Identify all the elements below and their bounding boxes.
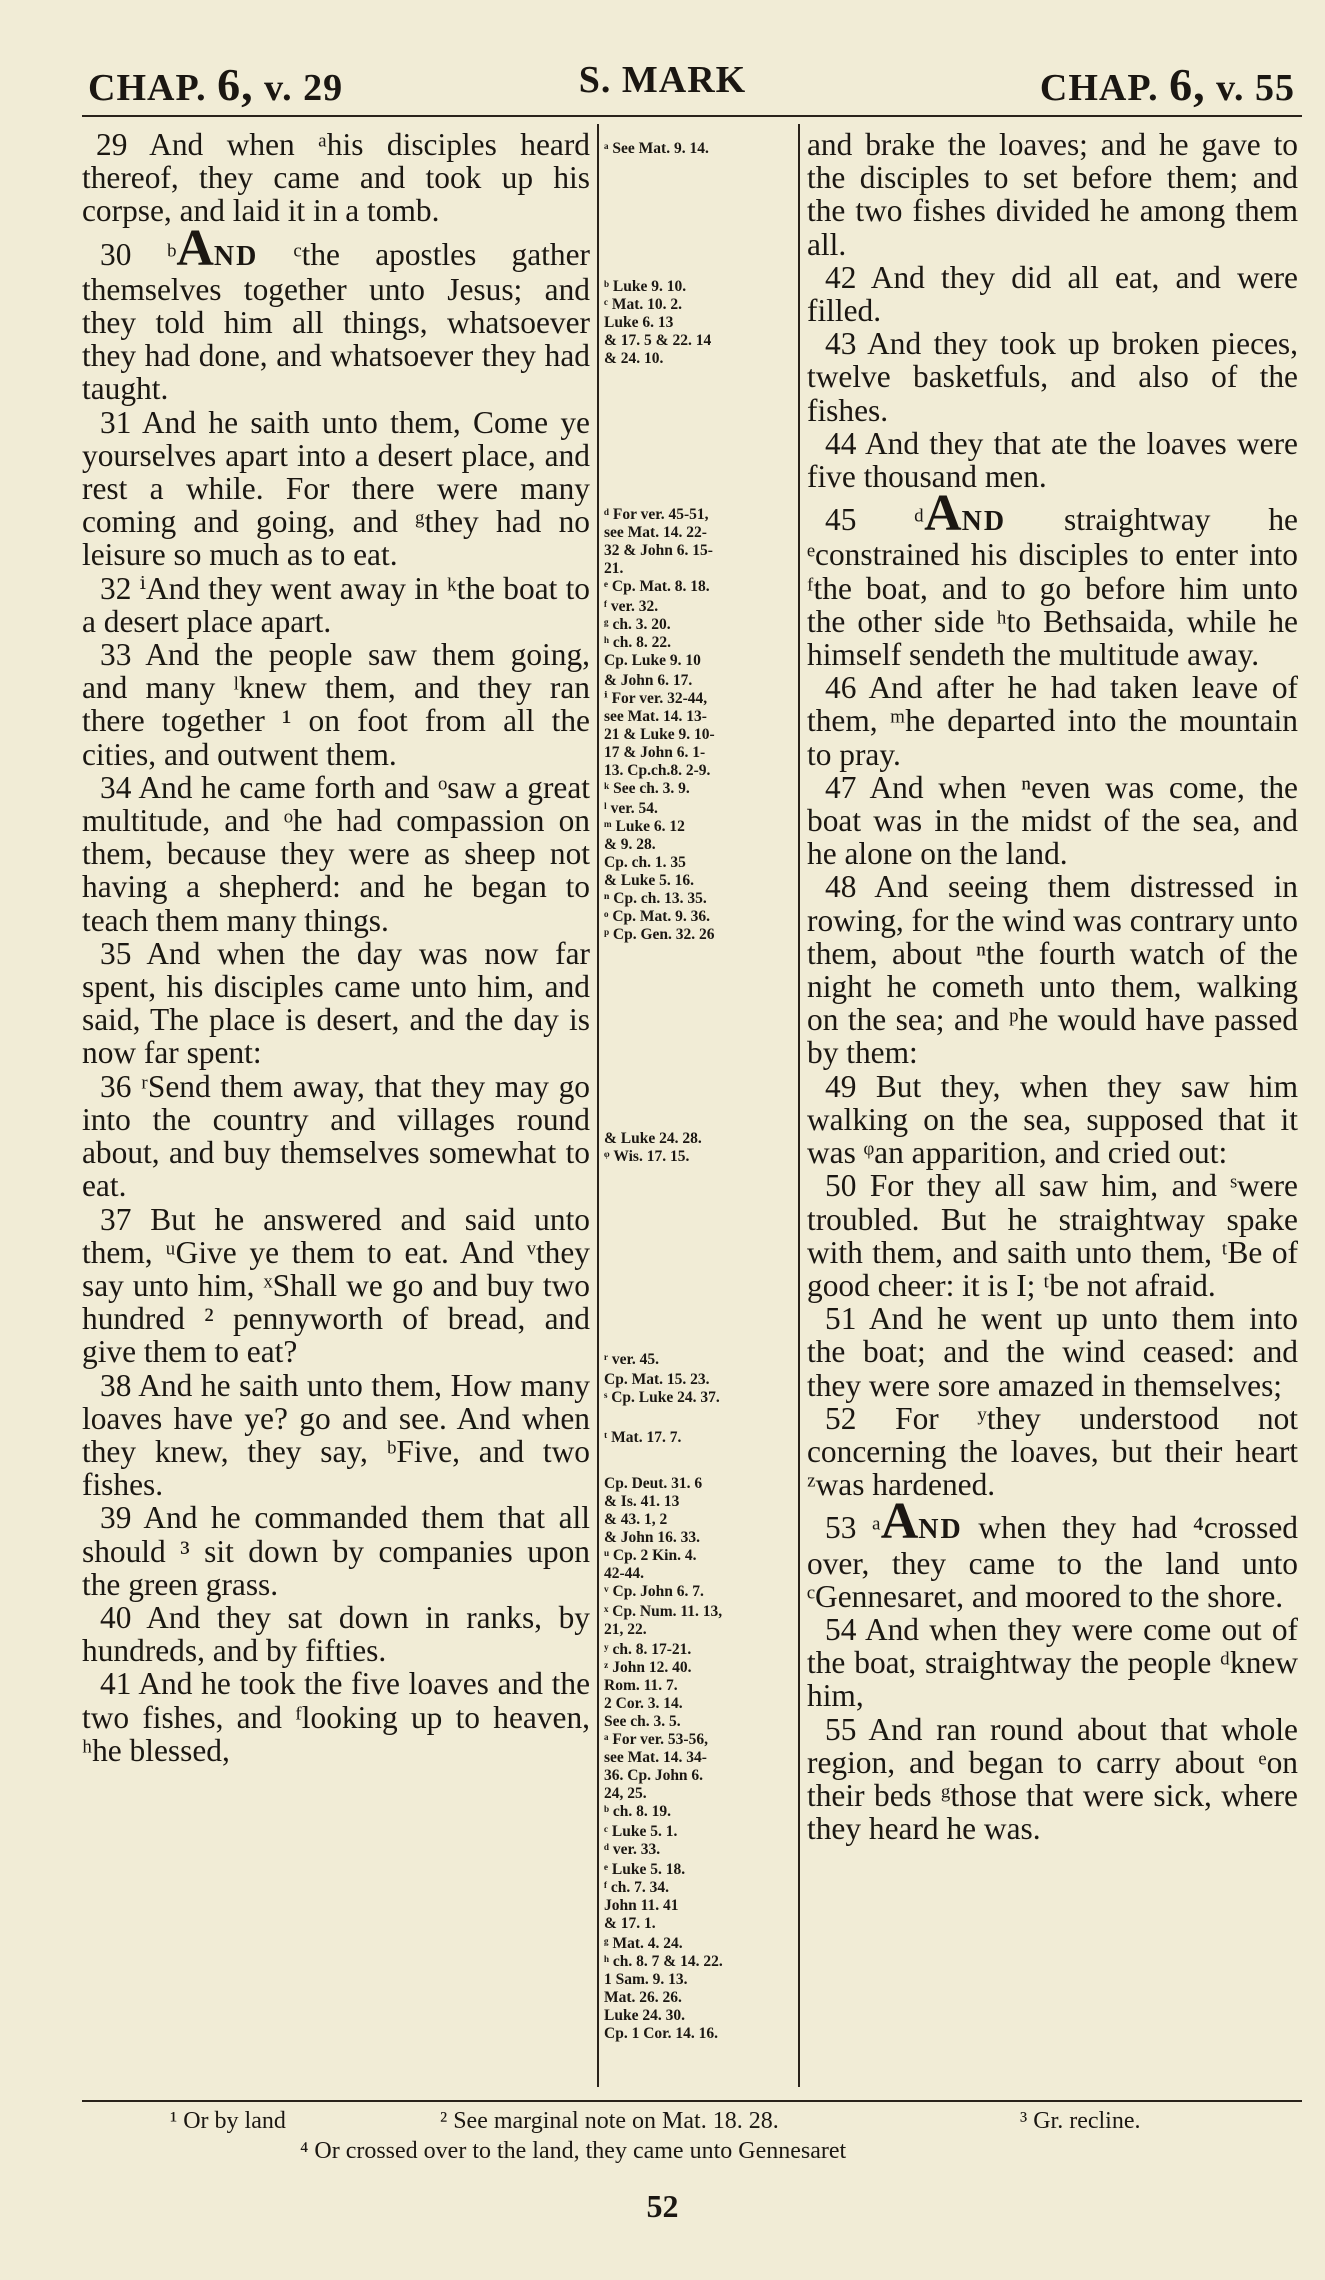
verse-49: 49 But they, when they saw him walking on the sea, supposed that it was ᵠan apparition, and cried out: [807, 1068, 1298, 1171]
margin-note: & 24. 10. [604, 350, 664, 367]
verse-30-dropcap: A [176, 219, 214, 277]
margin-note: ʰ ch. 8. 22. [604, 634, 672, 651]
margin-note: & 17. 5 & 22. 14 [604, 332, 712, 349]
margin-note: ᵠ Wis. 17. 15. [604, 1148, 690, 1165]
margin-note: Luke 24. 30. [604, 2007, 685, 2024]
margin-note: ᵇ Luke 9. 10. [604, 278, 687, 295]
verse-53-dropcap: A [880, 1493, 919, 1551]
verse-36: 36 ʳSend them away, that they may go into the country and villages round about, and buy themselves somewhat to eat. [82, 1068, 590, 1204]
margin-note: & Is. 41. 13 [604, 1493, 680, 1510]
verse-30-number: 30 ᵇ [100, 236, 177, 272]
header-right [1040, 58, 1295, 111]
verse-32: 32 ⁱAnd they went away in ᵏthe boat to a desert place apart. [82, 570, 590, 639]
margin-note: 17 & John 6. 1- [604, 744, 706, 761]
margin-note: ᵉ Luke 5. 18. [604, 1861, 686, 1878]
margin-note: 21 & Luke 9. 10- [604, 726, 715, 743]
margin-note: ᵍ Mat. 4. 24. [604, 1935, 683, 1952]
margin-note: ᶜ Mat. 10. 2. [604, 296, 683, 313]
margin-note: ᶻ John 12. 40. [604, 1659, 692, 1676]
verse-41-continued: and brake the loaves; and he gave to the disciples to set before them; and the two fishes divided he among them all. [807, 127, 1298, 262]
margin-note: Cp. Deut. 31. 6 [604, 1475, 703, 1492]
margin-note: & John 16. 33. [604, 1529, 701, 1546]
verse-53-smallcaps: ND [918, 1514, 963, 1546]
margin-note: ᶠ ver. 32. [604, 598, 659, 615]
margin-note: ᵗ Mat. 17. 7. [604, 1429, 682, 1446]
margin-note: ᵍ ch. 3. 20. [604, 616, 671, 633]
verse-42: 42 And they did all eat, and were filled. [807, 259, 1298, 329]
margin-note: ᵘ Cp. 2 Kin. 4. [604, 1547, 697, 1564]
margin-note: ᵇ ch. 8. 19. [604, 1803, 672, 1820]
margin-note: ⁿ Cp. ch. 13. 35. [604, 890, 707, 907]
header-left-verse: v. 29 [264, 67, 344, 109]
header-right-chapter: 6, [1169, 59, 1206, 110]
margin-note: ᶠ ch. 7. 34. [604, 1879, 670, 1896]
margin-note: Cp. Mat. 15. 23. [604, 1371, 710, 1388]
verse-39: 39 And he commanded them that all should ³ sit down by companies upon the green grass. [82, 1500, 590, 1602]
margin-note: 32 & John 6. 15- [604, 542, 713, 559]
verse-34: 34 And he came forth and ᵒsaw a great multitude, and ᵒhe had compassion on them, because they were as sheep not having a shepherd: and he began to teach them many things. [82, 769, 590, 938]
footnote-1: ¹ Or by land [170, 2108, 286, 2134]
margin-note: 21. [604, 560, 624, 577]
column-divider-left [597, 124, 599, 2087]
margin-note: ʸ ch. 8. 17-21. [604, 1641, 692, 1658]
verse-47: 47 And when ⁿeven was come, the boat was in the midst of the sea, and he alone on the land. [807, 769, 1298, 872]
margin-note: ˣ Cp. Num. 11. 13, [604, 1603, 723, 1620]
margin-note: 2 Cor. 3. 14. [604, 1695, 683, 1712]
verse-52: 52 For ʸthey understood not concerning the loaves, but their heart ᶻwas hardened. [807, 1400, 1298, 1503]
verse-31: 31 And he saith unto them, Come ye yourselves apart into a desert place, and rest a while. For there were many coming and going, and ᵍthey had no leisure so much as to eat. [82, 404, 590, 573]
header-left-chapter: 6, [217, 59, 254, 110]
verse-45-number: 45 ᵈ [825, 502, 925, 538]
margin-note: ᵖ Cp. Gen. 32. 26 [604, 926, 715, 943]
verse-29: 29 And when ᵃhis disciples heard thereof, they came and took up his corpse, and laid it in a tomb. [82, 127, 590, 229]
verse-30 [82, 219, 590, 407]
right-text-column [807, 128, 1298, 1845]
margin-note: Mat. 26. 26. [604, 1989, 682, 2006]
verse-53 [807, 1493, 1298, 1614]
footnote-3: ³ Gr. recline. [1020, 2108, 1141, 2134]
verse-30-smallcaps: ND [213, 240, 259, 272]
verse-46: 46 And after he had taken leave of them, ᵐhe departed into the mountain to pray. [807, 670, 1298, 772]
margin-note: see Mat. 14. 22- [604, 524, 707, 541]
margin-note: 1 Sam. 9. 13. [604, 1971, 688, 1988]
margin-note: ᵐ Luke 6. 12 [604, 818, 685, 835]
margin-note: Cp. ch. 1. 35 [604, 854, 686, 871]
page-number: 52 [646, 2188, 679, 2224]
verse-53-number: 53 ᵃ [825, 1510, 881, 1546]
margin-note: ᵒ Cp. Mat. 9. 36. [604, 908, 711, 925]
verse-38: 38 And he saith unto them, How many loaves have ye? go and see. And when they knew, they say, ᵇFive, and two fishes. [82, 1367, 590, 1503]
margin-note: ᵈ ver. 33. [604, 1841, 661, 1858]
margin-note: 36. Cp. John 6. [604, 1767, 704, 1784]
margin-note: & 17. 1. [604, 1915, 656, 1932]
column-divider-right [798, 124, 800, 2087]
verse-40: 40 And they sat down in ranks, by hundreds, and by fifties. [82, 1599, 590, 1669]
verse-45-text: straightway he ᵉconstrained his disciples to enter into ᶠthe boat, and to go before him unto the other side ʰto Bethsaida, while he himself sendeth the multitude away. [807, 502, 1298, 673]
verse-33: 33 And the people saw them going, and many ˡknew them, and they ran there together ¹ on foot from all the cities, and outwent them. [82, 637, 590, 772]
margin-note: ᵃ For ver. 53-56, [604, 1731, 708, 1748]
left-text-column [82, 128, 590, 1767]
margin-note: ᵈ For ver. 45-51, [604, 506, 709, 523]
margin-note: ˡ ver. 54. [604, 800, 658, 817]
margin-note: ᵛ Cp. John 6. 7. [604, 1583, 704, 1600]
verse-44: 44 And they that ate the loaves were five thousand men. [807, 425, 1298, 495]
margin-note: ʰ ch. 8. 7 & 14. 22. [604, 1953, 723, 1970]
verse-48: 48 And seeing them distressed in rowing, for the wind was contrary unto them, about ⁿthe fourth watch of the night he cometh unto them, walking on the sea; and ᵖhe would have passed by them: [807, 869, 1298, 1071]
margin-note: ᶜ Luke 5. 1. [604, 1823, 678, 1840]
margin-note: See ch. 3. 5. [604, 1713, 681, 1730]
verse-54: 54 And when they were come out of the boat, straightway the people ᵈknew him, [807, 1611, 1298, 1714]
margin-note: ˢ Cp. Luke 24. 37. [604, 1389, 720, 1406]
footnote-rule [82, 2100, 1302, 2102]
verse-45-dropcap: A [924, 485, 962, 543]
header-right-verse: v. 55 [1216, 67, 1295, 109]
margin-note: & Luke 5. 16. [604, 872, 694, 889]
verse-51: 51 And he went up unto them into the boat; and the wind ceased: and they were sore amazed in themselves; [807, 1301, 1298, 1403]
verse-45 [807, 485, 1298, 673]
margin-note: 21, 22. [604, 1621, 647, 1638]
verse-41: 41 And he took the five loaves and the two fishes, and ᶠlooking up to heaven, ʰhe blessed, [82, 1666, 590, 1768]
margin-note: 24, 25. [604, 1785, 647, 1802]
margin-note: Cp. 1 Cor. 14. 16. [604, 2025, 718, 2042]
header-book-title: S. MARK [578, 59, 747, 101]
margin-note: Luke 6. 13 [604, 314, 674, 331]
footnote-2: ² See marginal note on Mat. 18. 28. [440, 2108, 779, 2134]
margin-note: Rom. 11. 7. [604, 1677, 678, 1694]
header-right-label: CHAP. [1039, 67, 1159, 109]
header-left-label: CHAP. [88, 67, 207, 109]
verse-53-text: when they had ⁴crossed over, they came to the land unto ᶜGennesaret, and moored to the shore. [807, 1510, 1298, 1614]
margin-note: ᵉ Cp. Mat. 8. 18. [604, 578, 710, 595]
margin-note: & 9. 28. [604, 836, 656, 853]
margin-note: & John 6. 17. [604, 672, 693, 689]
margin-note: 13. Cp.ch.8. 2-9. [604, 762, 711, 779]
verse-50: 50 For they all saw him, and ˢwere troubled. But he straightway spake with them, and saith unto them, ᵗBe of good cheer: it is I; ᵗbe not afraid. [807, 1168, 1298, 1303]
margin-note: see Mat. 14. 13- [604, 708, 707, 725]
header-rule [82, 115, 1302, 117]
margin-note: ᵏ See ch. 3. 9. [604, 780, 690, 797]
margin-note: John 11. 41 [604, 1897, 679, 1914]
margin-note: Cp. Luke 9. 10 [604, 652, 701, 669]
verse-30-text: ᶜthe apostles gather themselves together unto Jesus; and they told him all things, whatsoever they had done, and whatsoever they had taught. [82, 236, 590, 407]
margin-note: & 43. 1, 2 [604, 1511, 668, 1528]
verse-43: 43 And they took up broken pieces, twelve basketfuls, and also of the fishes. [807, 326, 1298, 428]
verse-45-smallcaps: ND [961, 506, 1007, 538]
margin-note: & Luke 24. 28. [604, 1130, 702, 1147]
verse-37: 37 But he answered and said unto them, ᵘGive ye them to eat. And ᵛthey say unto him, ˣShall we go and buy two hundred ² pennyworth of bread, and give them to eat? [82, 1201, 590, 1370]
footnote-4: ⁴ Or crossed over to the land, they came unto Gennesaret [300, 2138, 847, 2164]
margin-note: ⁱ For ver. 32-44, [604, 690, 708, 707]
verse-55: 55 And ran round about that whole region, and began to carry about ᵉon their beds ᵍthose that were sick, where they heard he was. [807, 1711, 1298, 1847]
margin-note: 42-44. [604, 1565, 645, 1582]
margin-note: see Mat. 14. 34- [604, 1749, 707, 1766]
margin-note: ʳ ver. 45. [604, 1351, 660, 1368]
verse-35: 35 And when the day was now far spent, his disciples came unto him, and said, The place is desert, and the day is now far spent: [82, 935, 590, 1071]
margin-note: ᵃ See Mat. 9. 14. [604, 140, 709, 157]
